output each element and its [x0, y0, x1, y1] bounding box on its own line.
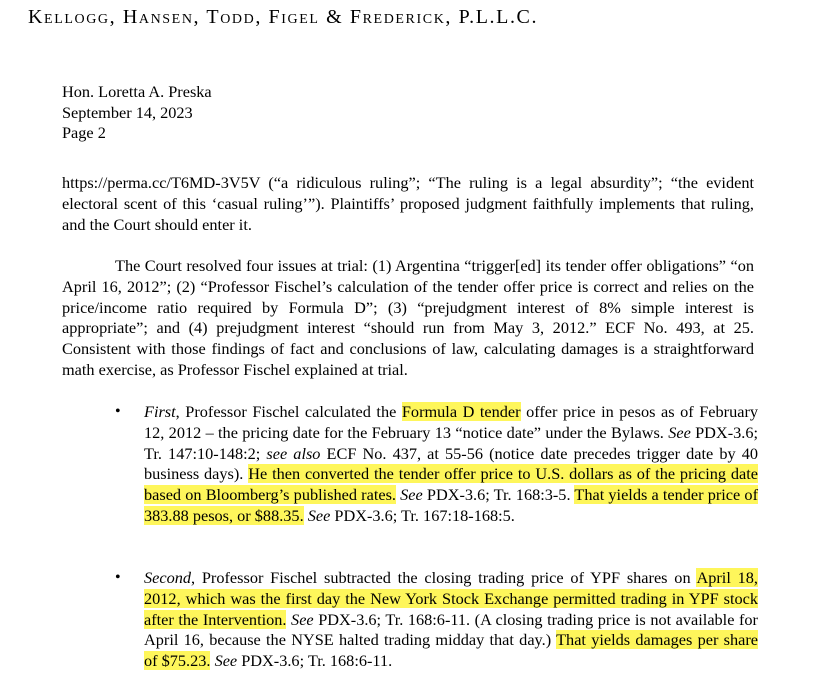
paragraph-text: https://perma.cc/T6MD-3V5V (“a ridiculous ruling”; “The ruling is a legal absurdity”; “the evident electoral scent of this ‘casual ruling’”). Plaintiffs’ proposed judgment faithfully implements that ruling, and the Court should enter it. — [62, 173, 754, 234]
firm-letterhead: Kellogg, Hansen, Todd, Figel & Frederick, P.L.L.C. — [28, 6, 539, 28]
citation-signal: See — [400, 485, 423, 505]
bullet-text: PDX-3.6; Tr. 168:6-11. (A closing trading price is not available for April 16, because the NYSE halted trading midday that day.) — [144, 609, 758, 650]
page-number-line: Page 2 — [62, 123, 106, 142]
citation-signal: See — [307, 505, 331, 525]
issues-paragraph — [62, 256, 754, 381]
continuation-paragraph — [62, 173, 754, 235]
bullet-text: PDX-3.6; Tr. 167:18-168:5. — [330, 505, 515, 525]
bullet-text: , Professor Fischel subtracted the closing trading price of YPF shares on — [191, 568, 697, 587]
highlight: He then converted the tender offer price to U.S. dollars as of the pricing date based on Bloomberg’s published rates. — [144, 464, 759, 505]
citation-signal: See — [291, 609, 314, 629]
bullet-text: PDX-3.6; Tr. 147:10-148:2; — [144, 422, 758, 463]
highlight: That yields damages per share of $75.23. — [144, 630, 758, 671]
letter-header — [62, 82, 212, 144]
highlight: Formula D tender — [401, 402, 521, 421]
bullet-text: PDX-3.6; Tr. 168:3-5. — [422, 485, 575, 505]
bullet-first — [144, 402, 758, 527]
bullet-second — [144, 568, 758, 672]
citation-signal: See — [668, 422, 691, 442]
bullet-text: offer price in pesos as of February 12, 2012 – the pricing date for the February 13 “notice date” under the Bylaws. — [144, 402, 759, 442]
bullet-text: , Professor Fischel calculated the — [175, 402, 402, 421]
date-line: September 14, 2023 — [62, 102, 193, 122]
highlight: April 18, 2012, which was the first day the New York Stock Exchange permitted trading in YPF stock after the Intervention. — [144, 568, 758, 629]
highlight: That yields a tender price of 383.88 pesos, or $88.35. — [144, 485, 758, 525]
bullet-lead: Second — [144, 568, 192, 587]
bullet-text: PDX-3.6; Tr. 168:6-11. — [237, 651, 393, 671]
bullet-text: ECF No. 437, at 55-56 (notice date precedes trigger date by 40 business days). — [144, 443, 758, 484]
bullet-lead: First — [144, 402, 176, 421]
paragraph-text: The Court resolved four issues at trial: (1) Argentina “trigger[ed] its tender offer obligations” “on April 16, 2012”; (2) “Professor Fischel’s calculation of the tender offer price is correct and relies on the price/income ratio required by Formula D”; (3) “prejudgment interest of 8% simple interest is appropriate”; and (4) prejudgment interest “should run from May 3, 2012.” ECF No. 493, at 25. Consistent with those findings of fact and conclusions of law, calculating damages is a straightforward math exercise, as Professor Fischel explained at trial. — [62, 256, 754, 379]
bullet-marker: • — [115, 403, 121, 420]
citation-signal: See — [214, 651, 238, 671]
bullet-marker: • — [115, 569, 121, 586]
citation-signal: see also — [266, 443, 321, 463]
recipient-line: Hon. Loretta A. Preska — [62, 82, 212, 101]
